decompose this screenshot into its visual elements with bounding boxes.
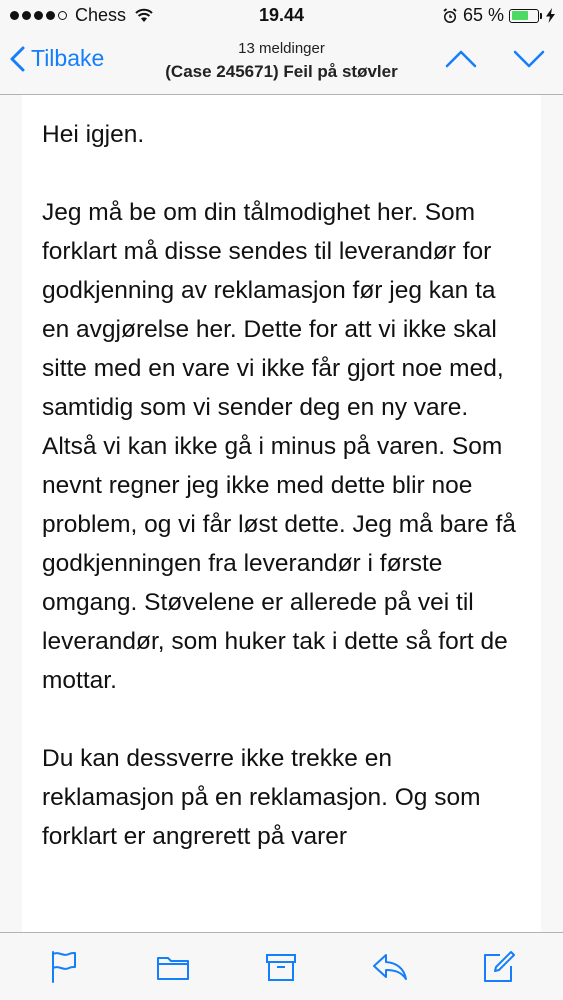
compose-icon [482,950,516,984]
folder-icon [156,953,190,981]
chevron-left-icon [10,46,25,72]
back-label: Tilbake [31,45,105,71]
status-time: 19.44 [258,5,305,25]
nav-title [140,40,423,82]
battery-percent: 65 % [462,5,504,25]
message-paragraph: Jeg må be om din tålmodighet her. Som forklart må disse sendes til leverandør for godkjenning av reklamasjon før jeg kan ta en avgjørelse her. Dette for att vi ikke skal sitte med en vare vi ikke får gjort noe med, samtidig som vi sender deg en ny vare. Altså vi kan ikke gå i minus på varen. Som nevnt regner jeg ikke med dette blir noe problem, og vi får løst dette. Jeg må bare få godkjenningen fra leverandør i første omgang. Støvelene er allerede på vei til leverandør, som huker tak i dette så fort de mottar. [42,199,516,694]
archive-icon [265,952,297,982]
archive-button[interactable] [256,942,306,992]
status-bar [0,0,563,32]
nav-arrows [445,50,545,68]
message-count: 13 meldinger [238,40,325,57]
back-button[interactable] [10,45,104,72]
thread-subject: (Case 245671) Feil på støvler [165,62,398,81]
status-right [442,5,555,26]
reply-button[interactable] [365,942,415,992]
flag-icon [49,950,79,984]
chevron-up-icon[interactable] [445,50,477,68]
battery-level [512,11,528,20]
message-paragraph: Du kan dessverre ikke trekke en reklamasjon på en reklamasjon. Og som forklart er angrerett på varer [42,745,481,850]
reply-icon [371,952,409,982]
carrier-name: Chess [75,5,127,25]
message-paragraph: Hei igjen. [42,121,145,148]
message-content [22,95,541,932]
move-to-folder-button[interactable] [148,942,198,992]
alarm-icon [442,8,458,24]
chevron-down-icon[interactable] [513,50,545,68]
message-body [22,95,541,856]
battery-icon [509,9,539,23]
compose-button[interactable] [474,942,524,992]
flag-button[interactable] [39,942,89,992]
charging-bolt-icon [546,8,555,23]
navigation-bar [0,32,563,95]
bottom-toolbar [0,932,563,1000]
